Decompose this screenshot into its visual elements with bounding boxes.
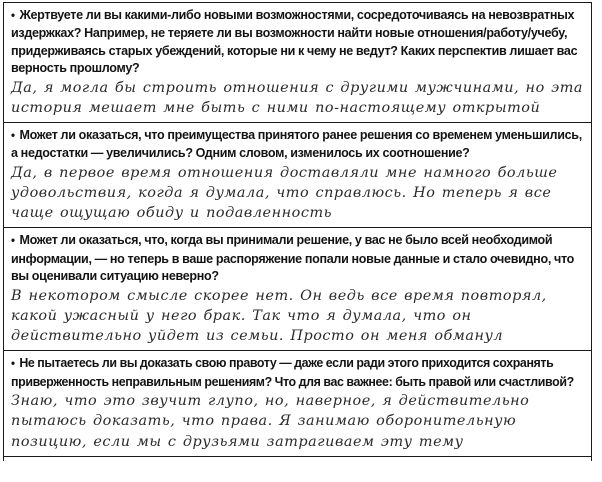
question-body: Может ли оказаться, что преимущества принятого ранее решения со временем уменьшились, а недостатки — увеличились? Одним словом, изменилось их соотношение?: [11, 127, 582, 161]
answer-text: Знаю, что это звучит глупо, но, наверное, я действительно пытаюсь доказать, что права. Я занимаю оборонительную позицию, если мы с друзьями затрагиваем эту тему: [11, 393, 530, 450]
question-body: Не пытаетесь ли вы доказать свою правоту — даже если ради этого приходится сохранять приверженность неправильным решениям? Что для вас важнее: быть правой или счастливой?: [11, 355, 574, 389]
question-text: [11, 231, 585, 284]
question-body: Может ли оказаться, что, когда вы принимали решение, у вас не было всей необходимой информации, — но теперь в ваше распоряжение попали новые данные и стало очевидно, что вы оценивали ситуацию неверно?: [11, 232, 575, 284]
question-text: [11, 126, 585, 162]
table-row: [4, 123, 591, 228]
bullet-icon: •: [11, 356, 17, 371]
answer-text: Да, в первое время отношения доставляли мне намного больше удовольствия, когда я думала, что справлюсь. Но теперь я все чаще ощущаю обиду и подавленность: [11, 164, 558, 222]
table-row-partial: [4, 457, 591, 461]
table-row: [4, 3, 591, 123]
bullet-icon: •: [11, 128, 17, 143]
question-text: [11, 6, 585, 77]
table-row: [4, 351, 591, 456]
bullet-icon: •: [11, 8, 17, 22]
bullet-icon: •: [11, 233, 17, 248]
question-text: [11, 354, 585, 390]
question-body: Жертвуете ли вы какими-либо новыми возможностями, сосредоточиваясь на невозвратных издержках? Например, не теряете ли вы возможности найти новые отношения/работу/учебу, придерживаясь старых убеждений, которые ни к чему не ведут? Каких перспектив лишает вас верность прошлому?: [11, 7, 578, 76]
answer-text: Да, я могла бы строить отношения с другими мужчинами, но эта история мешает мне быть с ними по-настоящему открытой: [11, 79, 584, 116]
table-row: [4, 228, 591, 351]
answer-text: В некотором смысле скорее нет. Он ведь все время повторял, какой ужасный у него брак. Так что я думала, что он действительно уйдет из семьи. Просто он меня обманул: [11, 287, 547, 345]
worksheet-table: [3, 2, 592, 461]
